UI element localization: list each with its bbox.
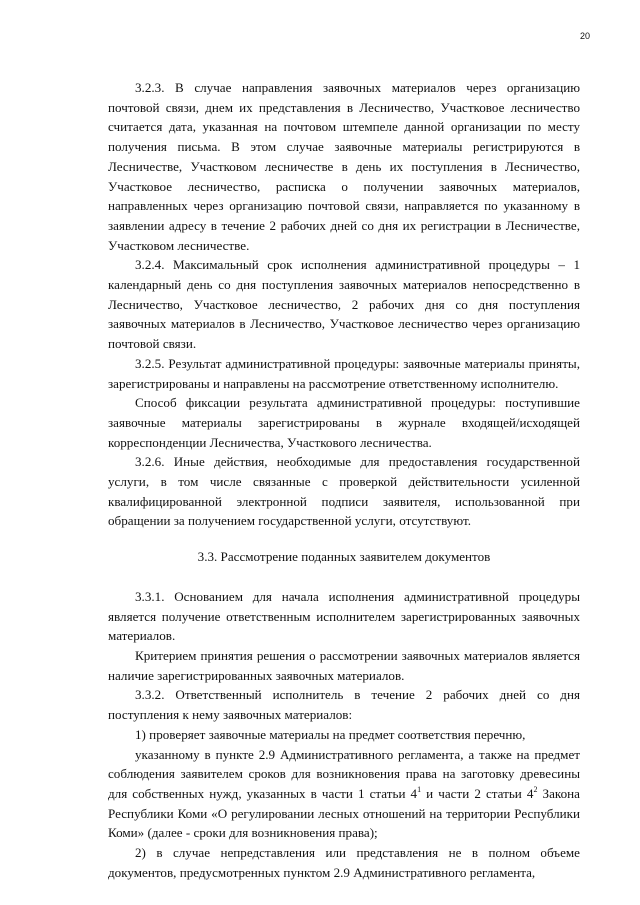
page-number: 20 — [579, 31, 590, 41]
paragraph-3-3-2: 3.3.2. Ответственный исполнитель в течение 2 рабочих дней со дня поступления к нему заявочных материалов: — [108, 687, 580, 723]
text-fragment: и части 2 статьи 4 — [421, 785, 534, 801]
list-item-1-continuation — [108, 745, 580, 844]
text-fragment: указанному в пункте 2.9 Административного регламента, а также на предмет соблюдения заявителем сроков для возникновения права на заготовку древесины для собственных нужд, указанных в части 1 статьи 4 — [108, 746, 580, 801]
paragraph-3-3-1: 3.3.1. Основанием для начала исполнения административной процедуры является получение ответственным исполнителем зарегистрированных заявочных материалов. — [108, 588, 580, 644]
superscript: 2 — [533, 784, 538, 794]
section-heading-3-3: 3.3. Рассмотрение поданных заявителем документов — [197, 549, 491, 565]
list-item-1: 1) проверяет заявочные материалы на предмет соответствия перечню, — [135, 726, 526, 742]
paragraph-3-2-3: 3.2.3. В случае направления заявочных материалов через организацию почтовой связи, днем их представления в Лесничество, Участковое лесничество считается дата, указанная на почтовом штемпеле данной организации по месту получения письма. В этом случае заявочные материалы регистрируются в Лесничестве, Участковом лесничестве в день их поступления в Лесничество, Участковое лесничество, расписка о получении заявочных материалов, направленных через организацию почтовой связи, направляется по указанному в заявлении адресу в течение 2 рабочих дней со дня их регистрации в Лесничестве, Участковом лесничестве. — [108, 80, 580, 253]
document-body — [108, 78, 580, 882]
text-fragment: Закона Республики Коми «О регулировании лесных отношений на территории Республики Коми» (далее - сроки для возникновения права); — [108, 785, 580, 841]
list-item-2: 2) в случае непредставления или представления не в полном объеме документов, предусмотренных пунктом 2.9 Административного регламента, — [108, 845, 580, 880]
superscript: 1 — [417, 784, 422, 794]
paragraph-fixation-method: Способ фиксации результата административной процедуры: поступившие заявочные материалы зарегистрированы в журнале входящей/исходящей корреспонденции Лесничества, Участкового лесничества. — [108, 395, 580, 450]
paragraph-3-2-4: 3.2.4. Максимальный срок исполнения административной процедуры – 1 календарный день со дня поступления заявочных материалов непосредственно в Лесничество, Участковое лесничество, 2 рабочих дня со дня поступления заявочных материалов в Лесничество, Участковое лесничество через организацию почтовой связи. — [108, 257, 580, 352]
paragraph-decision-criterion: Критерием принятия решения о рассмотрении заявочных материалов является наличие зарегистрированных заявочных материалов. — [108, 647, 580, 683]
paragraph-3-2-5: 3.2.5. Результат административной процедуры: заявочные материалы приняты, зарегистрированы и направлены на рассмотрение ответственному исполнителю. — [108, 355, 580, 391]
paragraph-3-2-6: 3.2.6. Иные действия, необходимые для предоставления государственной услуги, в том числе связанные с проверкой действительности усиленной квалифицированной электронной подписи заявителя, использованной при обращении за получением государственной услуги, отсутствуют. — [108, 454, 580, 529]
